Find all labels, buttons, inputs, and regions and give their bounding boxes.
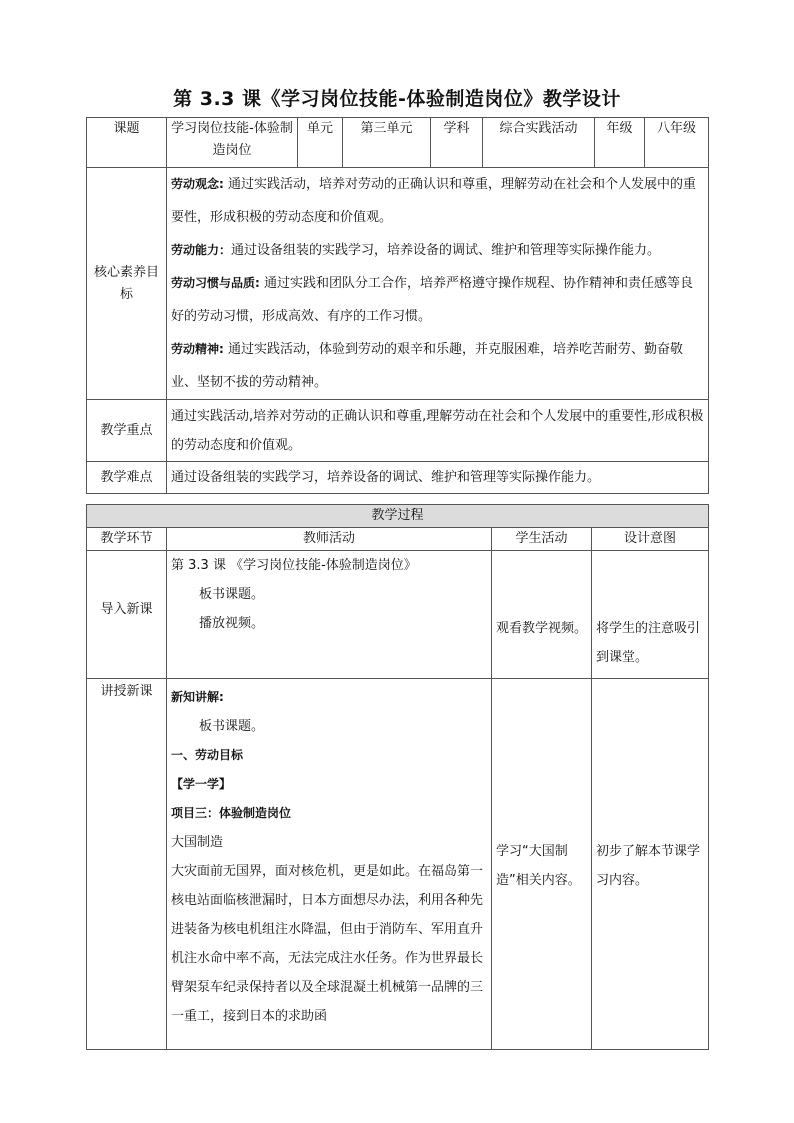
subject-label: 课题 <box>87 118 167 168</box>
teaching-process-table <box>86 504 709 1050</box>
document-title: 第 3.3 课《学习岗位技能-体验制造岗位》教学设计 <box>173 88 621 110</box>
objective-item: 劳动习惯与品质: 通过实践和团队分工合作，培养严格遵守操作规程、协作精神和责任感等良好的劳动习惯，形成高效、有序的工作习惯。 <box>171 276 693 324</box>
objectives-row <box>87 168 709 400</box>
difficulty-label: 教学难点 <box>87 462 167 494</box>
col-intent: 设计意图 <box>592 528 709 551</box>
unit-value: 第三单元 <box>343 118 431 168</box>
lesson-info-table <box>86 117 709 494</box>
intro-step: 导入新课 <box>87 551 167 679</box>
teach-intent: 初步了解本节课学习内容。 <box>592 679 709 1050</box>
teach-row <box>87 679 709 1050</box>
objective-item: 劳动观念: 通过实践活动，培养对劳动的正确认识和尊重，理解劳动在社会和个人发展中的重要性，形成积极的劳动态度和价值观。 <box>171 177 696 225</box>
col-step: 教学环节 <box>87 528 167 551</box>
info-row <box>87 118 709 168</box>
grade-value: 八年级 <box>645 118 709 168</box>
key-point-text: 通过实践活动,培养对劳动的正确认识和尊重,理解劳动在社会和个人发展中的重要性,形成积极的劳动态度和价值观。 <box>167 400 709 462</box>
subject-value: 学习岗位技能-体验制造岗位 <box>167 118 298 168</box>
key-point-row <box>87 400 709 462</box>
objectives-label: 核心素养目标 <box>87 168 167 400</box>
intro-intent: 将学生的注意吸引到课堂。 <box>592 551 709 679</box>
course-label: 学科 <box>431 118 483 168</box>
objective-item: 劳动能力：通过设备组装的实践学习，培养设备的调试、维护和管理等实际操作能力。 <box>171 243 661 258</box>
teach-step: 讲授新课 <box>87 679 167 1050</box>
teach-teacher: 新知讲解: 板书课题。 一、劳动目标 【学一学】 项目三：体验制造岗位 大国制造 大灾面前无国界，面对核危机，更是如此。在福岛第一核电站面临核泄漏时，日本方面想尽办法，利用各种先进装备为核电机组注水降温，但由于消防车、军用直升机注水命中率不高，无法完成注水任务。作为世界最长臂架泵车纪录保持者以及全球混凝土机械第一品牌的三一重工，接到日本的求助函 <box>167 679 492 1050</box>
intro-student: 观看教学视频。 <box>492 551 592 679</box>
difficulty-row <box>87 462 709 494</box>
unit-label: 单元 <box>298 118 343 168</box>
col-teacher: 教师活动 <box>167 528 492 551</box>
process-header: 教学过程 <box>87 505 709 528</box>
difficulty-text: 通过设备组装的实践学习，培养设备的调试、维护和管理等实际操作能力。 <box>167 462 709 494</box>
intro-row <box>87 551 709 679</box>
col-student: 学生活动 <box>492 528 592 551</box>
grade-label: 年级 <box>595 118 645 168</box>
objectives-content <box>167 168 709 400</box>
intro-teacher: 第 3.3 课 《学习岗位技能-体验制造岗位》 板书课题。 播放视频。 <box>167 551 492 679</box>
teach-student: 学习“大国制造”相关内容。 <box>492 679 592 1050</box>
key-point-label: 教学重点 <box>87 400 167 462</box>
course-value: 综合实践活动 <box>483 118 595 168</box>
objective-item: 劳动精神: 通过实践活动，体验到劳动的艰辛和乐趣，并克服困难，培养吃苦耐劳、勤奋敬业、坚韧不拔的劳动精神。 <box>171 342 683 390</box>
